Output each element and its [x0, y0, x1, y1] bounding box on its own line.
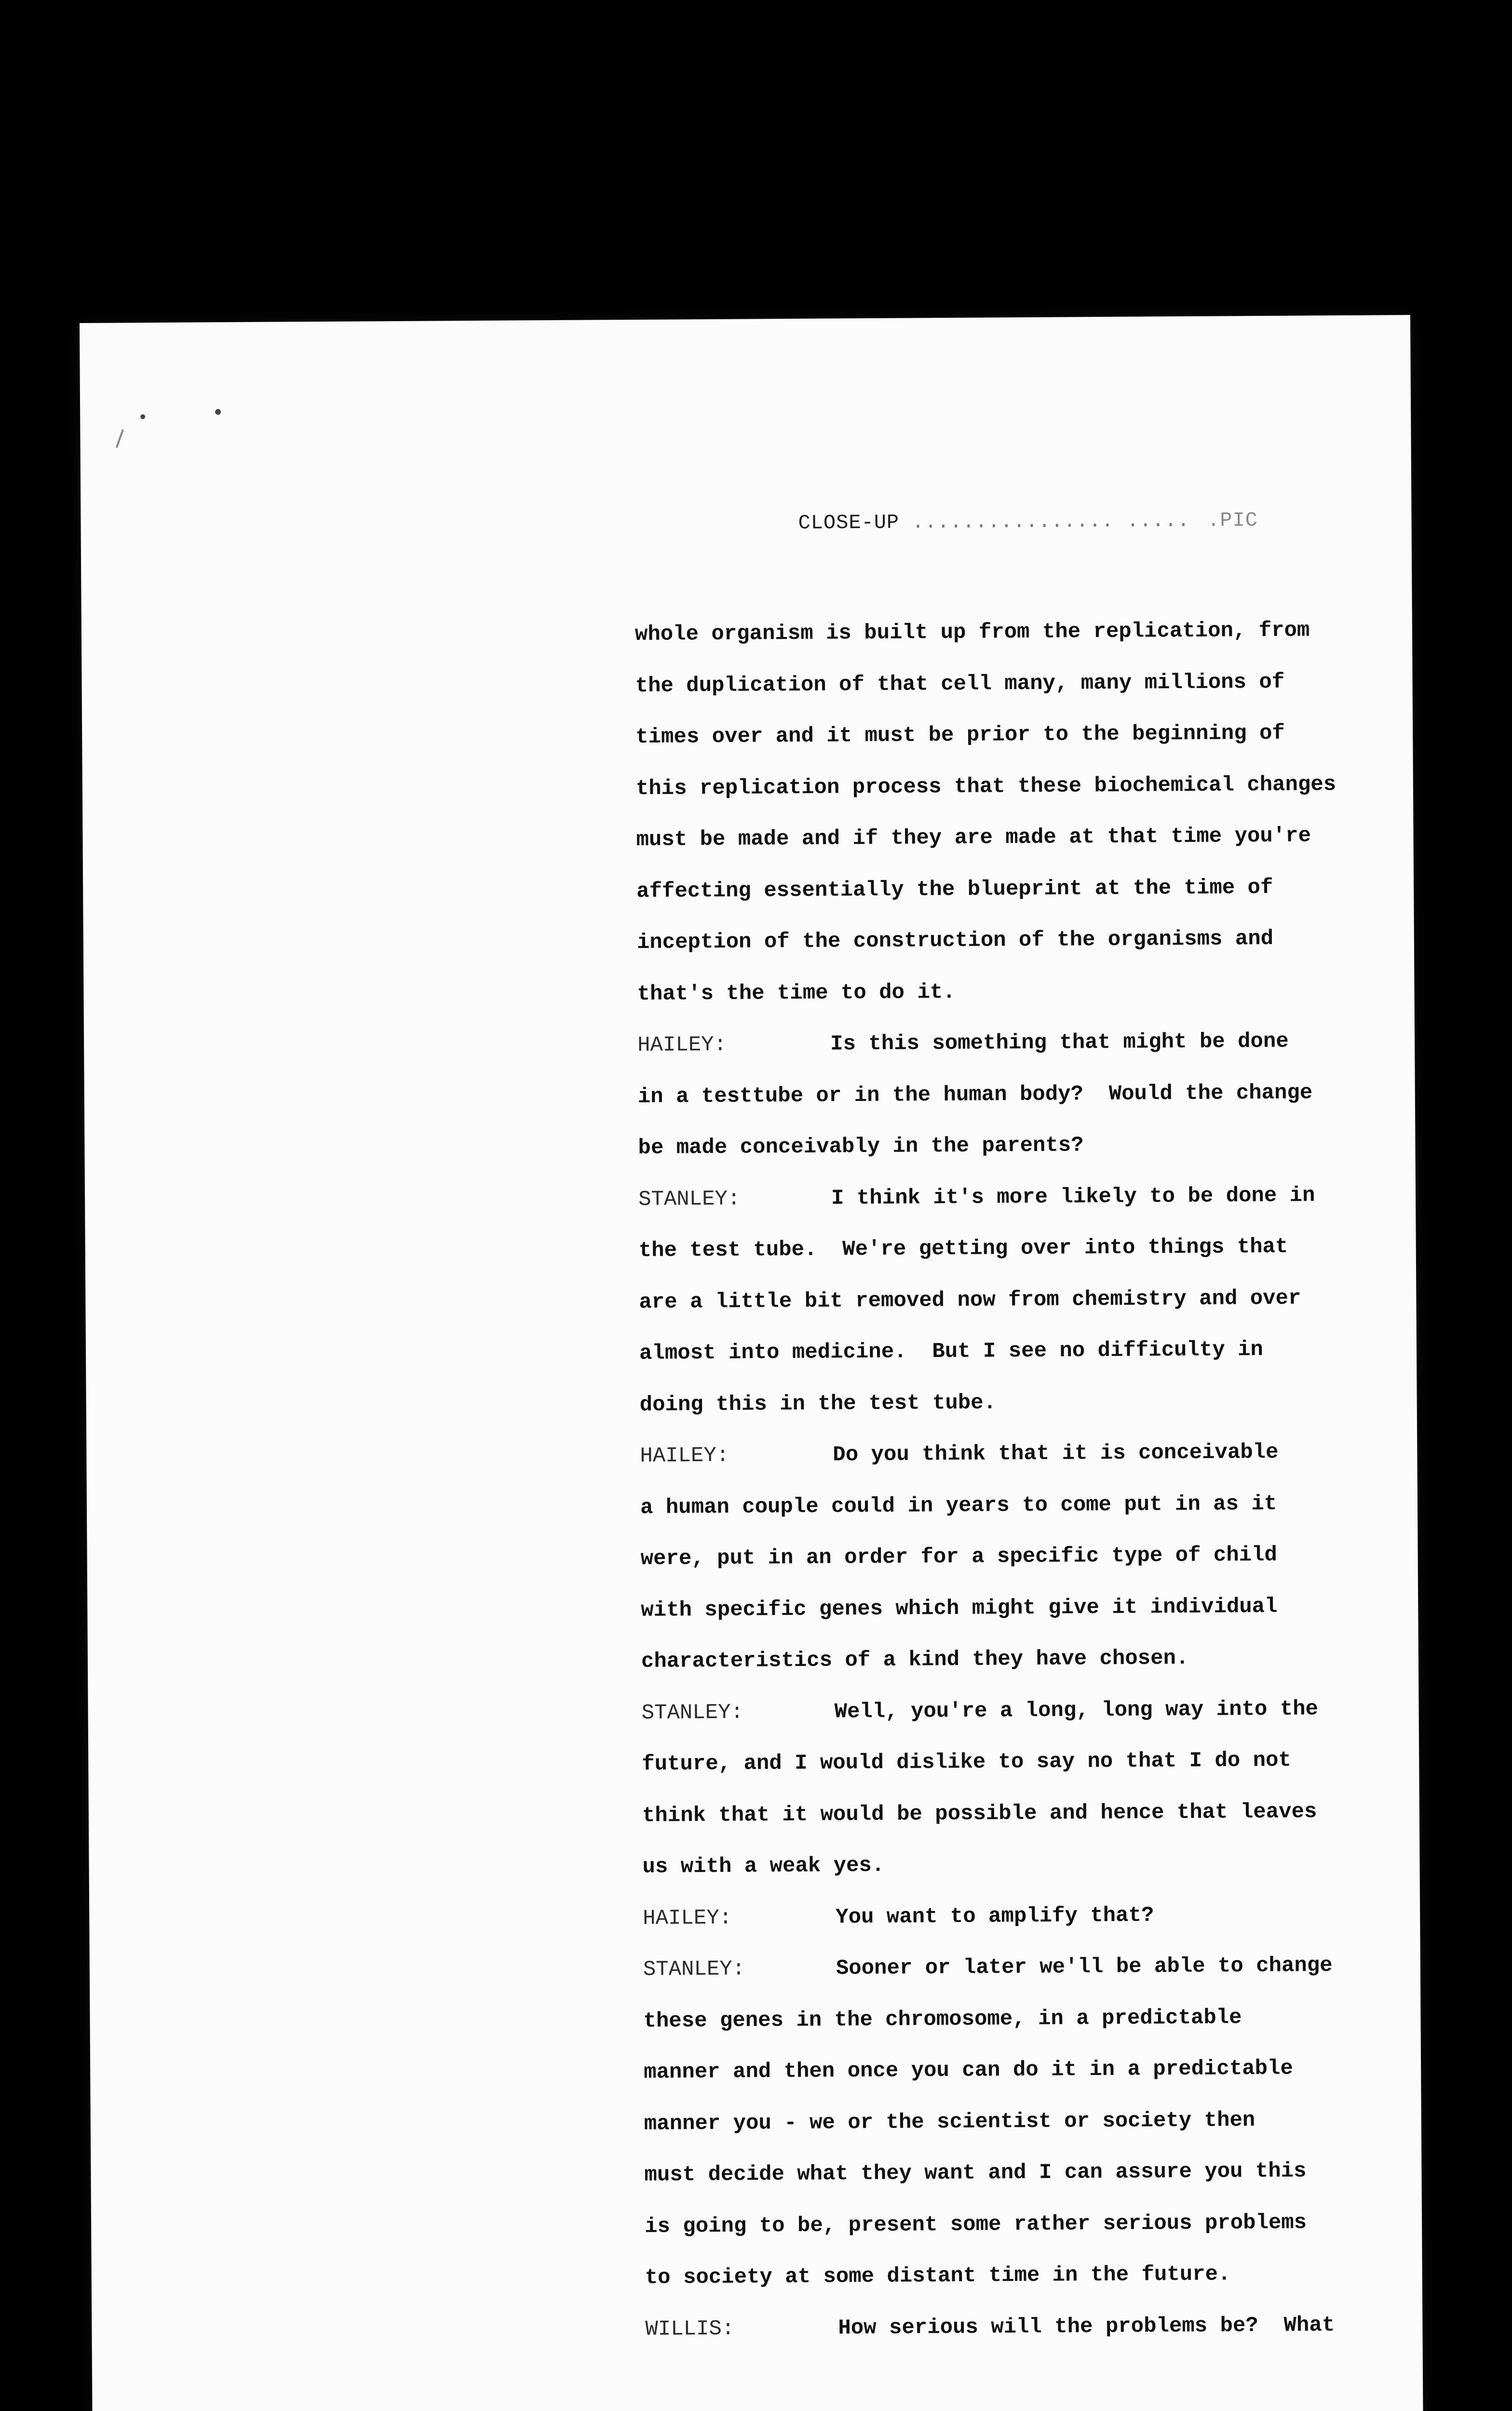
stray-mark [140, 414, 145, 419]
line-text: with specific genes which might give it individual [641, 1594, 1278, 1623]
line-text: How serious will the problems be? What [838, 2313, 1335, 2340]
page-marker: .PIC [1207, 509, 1258, 532]
transcript-body [635, 605, 1359, 2355]
line-text: in a testtube or in the human body? Would the change [637, 1080, 1313, 1109]
transcript-line [642, 1837, 1356, 1893]
transcript-line [643, 1991, 1357, 2047]
transcript-line [641, 1683, 1355, 1739]
line-text: future, and I would dislike to say no that I do not [642, 1748, 1292, 1776]
line-text: Sooner or later we'll be able to change [836, 1953, 1333, 1981]
line-text: Well, you're a long, long way into the [834, 1696, 1319, 1724]
line-text: You want to amplify that? [836, 1903, 1154, 1929]
line-text: a human couple could in years to come put in as it [640, 1491, 1277, 1520]
line-text: Is this something that might be done [830, 1029, 1289, 1057]
transcript-line [639, 1375, 1353, 1431]
line-text: be made conceivably in the parents? [638, 1133, 1084, 1160]
document-page [80, 315, 1423, 2411]
speaker-label: STANLEY: [638, 1187, 741, 1212]
transcript-line [645, 2299, 1359, 2355]
transcript-line [636, 861, 1350, 917]
transcript-line [644, 2145, 1358, 2201]
transcript-line [638, 1169, 1352, 1225]
speaker-label: STANLEY: [643, 1957, 745, 1982]
transcript-line [643, 1888, 1357, 1944]
line-text: the duplication of that cell many, many millions of [635, 670, 1285, 698]
line-text: must be made and if they are made at that time you're [636, 824, 1311, 852]
transcript-line [645, 2248, 1359, 2304]
transcript-line [635, 707, 1350, 763]
transcript-line [644, 2094, 1358, 2150]
transcript-line [642, 1786, 1356, 1842]
speaker-label: HAILEY: [637, 1032, 727, 1057]
line-text: whole organism is built up from the replication, from [634, 618, 1310, 647]
transcript-line [640, 1529, 1354, 1585]
transcript-line [644, 2043, 1358, 2099]
line-text: manner and then once you can do it in a predictable [644, 2056, 1293, 2085]
transcript-line [645, 2196, 1359, 2252]
transcript-line [641, 1632, 1355, 1688]
line-text: almost into medicine. But I see no difficulty in [639, 1338, 1264, 1366]
line-text: must decide what they want and I can assure you this [644, 2159, 1307, 2187]
line-text: I think it's more likely to be done in [831, 1183, 1315, 1211]
page-header [798, 509, 1258, 535]
line-text: affecting essentially the blueprint at the time of [636, 875, 1273, 904]
line-text: that's the time to do it. [637, 980, 956, 1006]
transcript-line [641, 1580, 1355, 1636]
line-text: doing this in the test tube. [639, 1390, 997, 1417]
transcript-line [637, 1067, 1351, 1123]
line-text: the test tube. We're getting over into things that [638, 1234, 1288, 1263]
line-text: is going to be, present some rather serious problems [644, 2210, 1307, 2239]
line-text: are a little bit removed now from chemistry and over [639, 1286, 1301, 1314]
line-text: Do you think that it is conceivable [833, 1440, 1279, 1467]
speaker-label: HAILEY: [643, 1906, 732, 1931]
transcript-line [640, 1477, 1354, 1533]
line-text: us with a weak yes. [642, 1853, 885, 1879]
transcript-line [636, 810, 1350, 866]
line-text: this replication process that these biochemical changes [635, 772, 1336, 801]
line-text: manner you - we or the scientist or society then [644, 2108, 1256, 2136]
transcript-line [642, 1734, 1356, 1790]
header-title: CLOSE-UP [798, 511, 900, 535]
transcript-line [636, 759, 1350, 814]
transcript-line [638, 1118, 1352, 1174]
header-dots: ................ ..... [912, 509, 1190, 534]
transcript-line [639, 1272, 1353, 1328]
speaker-label: WILLIS: [645, 2316, 735, 2342]
stray-mark [215, 409, 221, 415]
transcript-line [640, 1426, 1354, 1482]
line-text: characteristics of a kind they have chosen. [641, 1646, 1189, 1674]
line-text: times over and it must be prior to the beginning of [635, 721, 1285, 749]
line-text: to society at some distant time in the future. [645, 2262, 1231, 2290]
transcript-line [637, 964, 1351, 1020]
transcript-line [635, 656, 1349, 712]
transcript-line [639, 1324, 1353, 1380]
transcript-line [637, 913, 1351, 969]
transcript-line [643, 1940, 1357, 1996]
speaker-label: STANLEY: [641, 1700, 744, 1725]
line-text: were, put in an order for a specific type of child [640, 1543, 1278, 1571]
transcript-line [638, 1221, 1352, 1277]
stray-stroke [116, 429, 124, 448]
line-text: inception of the construction of the organisms and [636, 926, 1274, 955]
line-text: these genes in the chromosome, in a predictable [643, 2005, 1242, 2033]
speaker-label: HAILEY: [640, 1443, 729, 1468]
transcript-line [637, 1016, 1351, 1071]
line-text: think that it would be possible and hence that leaves [642, 1799, 1317, 1828]
transcript-line [635, 605, 1349, 661]
